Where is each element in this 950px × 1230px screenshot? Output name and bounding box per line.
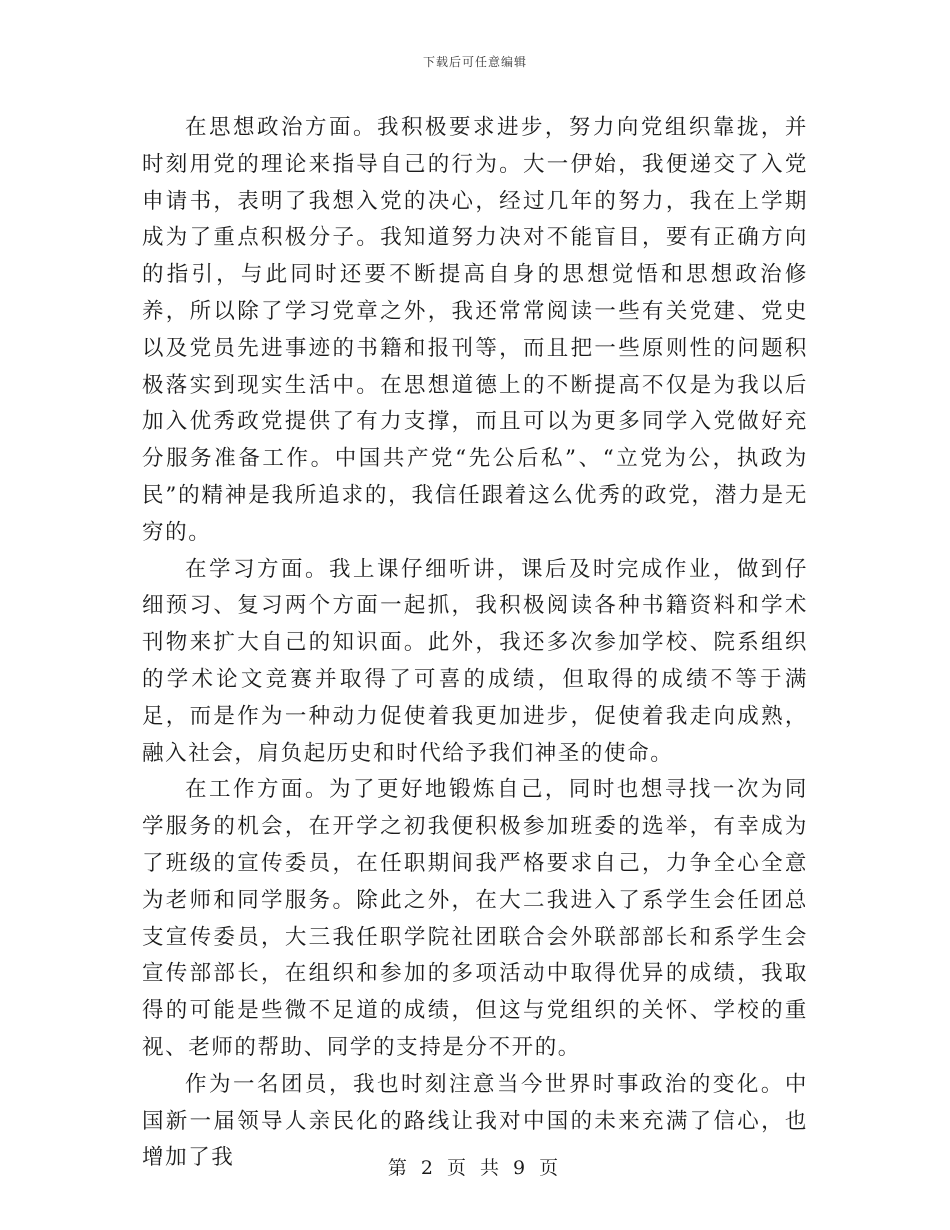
paragraph-current-affairs: 作为一名团员，我也时刻注意当今世界时事政治的变化。中国新一届领导人亲民化的路线让我对中国的未来充满了信心，也增加了我 [142, 1071, 808, 1171]
document-body [142, 110, 808, 1177]
paragraph-work: 在工作方面。为了更好地锻炼自己，同时也想寻找一次为同学服务的机会，在开学之初我便积极参加班委的选举，有幸成为了班级的宣传委员，在任职期间我严格要求自己，力争全心全意为老师和同学服务。除此之外，在大二我进入了系学生会任团总支宣传委员，大三我任职学院社团联合会外联部部长和系学生会宣传部部长，在组织和参加的多项活动中取得优异的成绩，我取得的可能是些微不足道的成绩，但这与党组织的关怀、学校的重视、老师的帮助、同学的支持是分不开的。 [142, 777, 808, 1060]
paragraph-political: 在思想政治方面。我积极要求进步，努力向党组织靠拢，并时刻用党的理论来指导自己的行为。大一伊始，我便递交了入党申请书，表明了我想入党的决心，经过几年的努力，我在上学期成为了重点积极分子。我知道努力决对不能盲目，要有正确方向的指引，与此同时还要不断提高自身的思想觉悟和思想政治修养，所以除了学习党章之外，我还常常阅读一些有关党建、党史以及党员先进事迹的书籍和报刊等，而且把一些原则性的问题积极落实到现实生活中。在思想道德上的不断提高不仅是为我以后加入优秀政党提供了有力支撑，而且可以为更多同学入党做好充分服务准备工作。中国共产党“先公后私”、“立党为公，执政为民”的精神是我所追求的，我信任跟着这么优秀的政党，潜力是无穷的。 [142, 115, 808, 545]
paragraph-study: 在学习方面。我上课仔细听讲，课后及时完成作业，做到仔细预习、复习两个方面一起抓，我积极阅读各种书籍资料和学术刊物来扩大自己的知识面。此外，我还多次参加学校、院系组织的学术论文竞赛并取得了可喜的成绩，但取得的成绩不等于满足，而是作为一种动力促使着我更加进步，促使着我走向成熟，融入社会，肩负起历史和时代给予我们神圣的使命。 [142, 556, 808, 766]
page-number: 第 2 页 共 9 页 [387, 1157, 563, 1179]
header-note: 下载后可任意编辑 [422, 55, 527, 69]
